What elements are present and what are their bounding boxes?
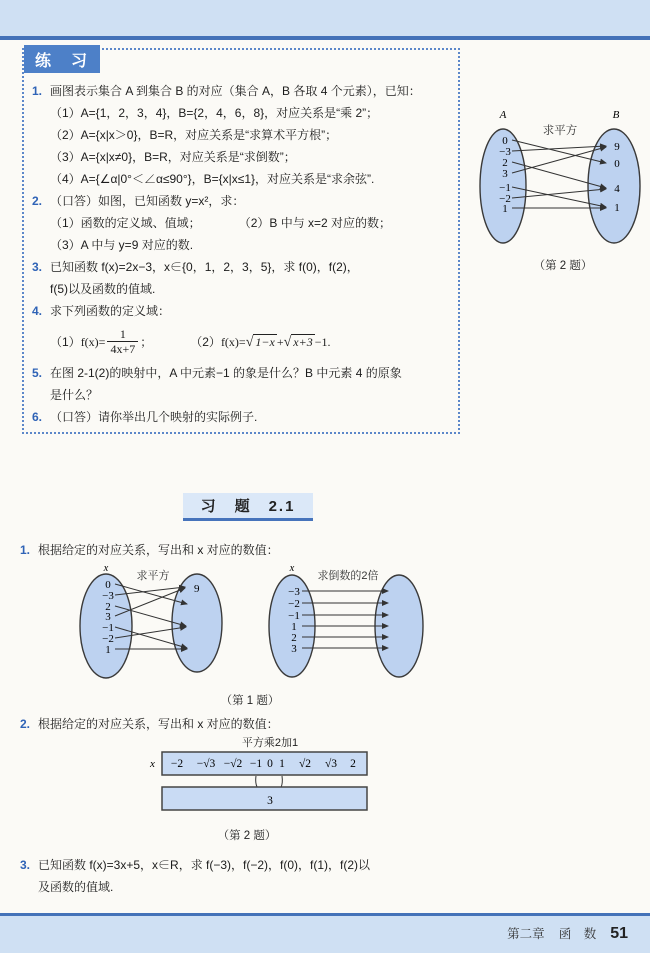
exercise-q2-text: 根据给定的对应关系，写出和 x 对应的数值： — [38, 717, 279, 731]
problem-3-line2: f(5)以及函数的值域. — [50, 282, 156, 296]
radicand-1: 1−x — [255, 334, 275, 349]
problem-4-item1-label: （1） — [50, 335, 81, 349]
a-element: 0 — [502, 135, 508, 147]
problem-2-part-c: （3）A 中与 y=9 对应的数. — [50, 238, 194, 252]
problem-3 — [32, 256, 456, 278]
value: −√2 — [223, 758, 243, 770]
practice-title-badge — [24, 45, 100, 73]
q1-left-diagram-squares — [68, 562, 238, 687]
q2-caption: （第 2 题） — [217, 830, 277, 842]
problem-4-item1-fx: f(x)= — [80, 335, 106, 349]
exercise-q2 — [20, 713, 279, 735]
element: 2 — [105, 601, 111, 613]
footer-section: 函 数 — [558, 927, 597, 941]
rule-label: 求倒数的2倍 — [317, 570, 379, 582]
problem-1 — [32, 80, 456, 102]
problem-6 — [32, 406, 456, 428]
problem-4 — [32, 300, 456, 322]
diagram-caption: （第 2 题） — [533, 260, 593, 272]
element: −2 — [288, 598, 300, 610]
problem-4-item1-end: ； — [140, 335, 153, 349]
problem-4-items — [32, 322, 456, 362]
set-b-label: B — [612, 109, 620, 121]
exercise-q1-number: 1. — [20, 543, 31, 557]
problem-1-number: 1. — [32, 84, 43, 98]
a-element: 3 — [502, 168, 508, 180]
radical-sign: √ — [283, 334, 292, 350]
b-element: 1 — [614, 202, 620, 214]
set-a-label: A — [499, 109, 507, 121]
element: 3 — [105, 611, 111, 623]
fraction — [107, 327, 138, 357]
b-element: 9 — [614, 141, 620, 153]
problem-2-text: （口答）如图，已知函数 y=x²，求： — [50, 194, 245, 208]
a-element: 1 — [502, 203, 508, 215]
footer — [507, 924, 628, 943]
a-element: −2 — [499, 193, 511, 205]
problem-2-part-b: （2）B 中与 x=2 对应的数； — [238, 216, 392, 230]
exercise-q3 — [20, 854, 370, 876]
exercise-q1 — [20, 539, 279, 561]
known-value: 9 — [194, 583, 200, 595]
problem-6-number: 6. — [32, 410, 43, 424]
problem-1-part-4: （4）A={∠α|0°＜∠α≤90°}，B={x|x≤1}，对应关系是“求余弦”. — [50, 172, 375, 186]
problem-5-line2: 是什么？ — [50, 388, 99, 402]
element: 1 — [291, 621, 297, 633]
problem-1-part-3: （3）A={x|x≠0}，B=R，对应关系是“求倒数”； — [50, 150, 296, 164]
exercise-q3-line2: 及函数的值域. — [38, 880, 114, 894]
radical-sign: √ — [245, 334, 254, 350]
x-label: x — [289, 563, 295, 574]
exercise-section-title: 习 题 2.1 — [183, 493, 313, 521]
element: −2 — [102, 633, 114, 645]
value: 0 — [267, 758, 273, 770]
element: −1 — [288, 610, 300, 622]
value: −1 — [249, 758, 263, 770]
element: 0 — [105, 579, 111, 591]
problem-4-text: 求下列函数的定义域： — [50, 304, 171, 318]
exercise-q2-number: 2. — [20, 717, 31, 731]
page-number: 51 — [610, 925, 628, 942]
value: 2 — [350, 758, 356, 770]
element: 2 — [291, 632, 297, 644]
sqrt-term-2 — [284, 331, 315, 354]
value: −2 — [170, 758, 184, 770]
b-element: 4 — [614, 183, 620, 195]
problem-3-number: 3. — [32, 260, 43, 274]
problem-4-item2-end: −1. — [314, 335, 331, 349]
problem-1-text: 画图表示集合 A 到集合 B 的对应（集合 A，B 各取 4 个元素），已知： — [50, 84, 421, 98]
a-element: −3 — [499, 146, 511, 158]
top-rule-line — [0, 36, 650, 40]
x-label: x — [103, 563, 109, 574]
problem-1-part-1: （1）A={1，2，3，4}，B={2，4，6，8}，对应关系是“乘 2”； — [50, 106, 379, 120]
rule-label: 求平方 — [542, 125, 578, 137]
x-label: x — [150, 758, 155, 770]
exercise-q1-text: 根据给定的对应关系，写出和 x 对应的数值： — [38, 543, 279, 557]
element: 1 — [105, 644, 111, 656]
a-element: 2 — [502, 157, 508, 169]
element: −1 — [102, 622, 114, 634]
problem-3-line1: 已知函数 f(x)=2x−3，x∈{0，1，2，3，5}，求 f(0)，f(2)， — [50, 260, 359, 274]
value: √2 — [298, 758, 312, 770]
result-value: 3 — [267, 795, 273, 807]
exercise-q3-number: 3. — [20, 858, 31, 872]
fraction-numerator: 1 — [119, 327, 126, 341]
output-box — [162, 787, 367, 810]
problem-6-text: （口答）请你举出几个映射的实际例子. — [50, 410, 258, 424]
problem-2 — [32, 190, 456, 212]
practice-problem-list — [32, 80, 456, 428]
problem-2-number: 2. — [32, 194, 43, 208]
element: −3 — [288, 586, 300, 598]
element: 3 — [291, 643, 297, 655]
q2-box-diagram — [142, 736, 387, 818]
a-element: −1 — [499, 182, 511, 194]
problem-2-parts-ab — [32, 212, 456, 234]
sqrt-term-1 — [246, 331, 277, 354]
b-element: 0 — [614, 158, 620, 170]
element: −3 — [102, 590, 114, 602]
problem-4-number: 4. — [32, 304, 43, 318]
mapping-diagram-squares — [478, 106, 648, 276]
rule-label: 平方乘2加1 — [241, 737, 299, 749]
problem-5-line1: 在图 2-1(2)的映射中，A 中元素−1 的象是什么？B 中元素 4 的原象 — [50, 366, 402, 380]
plus-sign: + — [276, 335, 284, 349]
value: 1 — [279, 758, 285, 770]
footer-chapter: 第二章 — [507, 927, 545, 941]
practice-title: 练 习 — [34, 52, 89, 70]
problem-5 — [32, 362, 456, 384]
top-band — [0, 0, 650, 36]
problem-4-item2-fx: f(x)= — [220, 335, 246, 349]
rule-label: 求平方 — [136, 570, 170, 582]
radicand-2: x+3 — [293, 334, 313, 349]
q1-right-diagram-reciprocal — [268, 562, 428, 687]
problem-4-item2-label: （2） — [190, 335, 221, 349]
problem-5-number: 5. — [32, 366, 43, 380]
fraction-denominator: 4x+7 — [107, 341, 138, 357]
problem-1-part-2: （2）A={x|x＞0}，B=R，对应关系是“求算术平方根”； — [50, 128, 338, 142]
value: √3 — [324, 758, 338, 770]
value: −√3 — [196, 758, 216, 770]
problem-2-part-a: （1）函数的定义域、值域； — [50, 216, 201, 230]
exercise-q3-line1: 已知函数 f(x)=3x+5，x∈R，求 f(−3)，f(−2)，f(0)，f(1)，f(2)以 — [38, 858, 371, 872]
q1-caption: （第 1 题） — [220, 695, 280, 707]
